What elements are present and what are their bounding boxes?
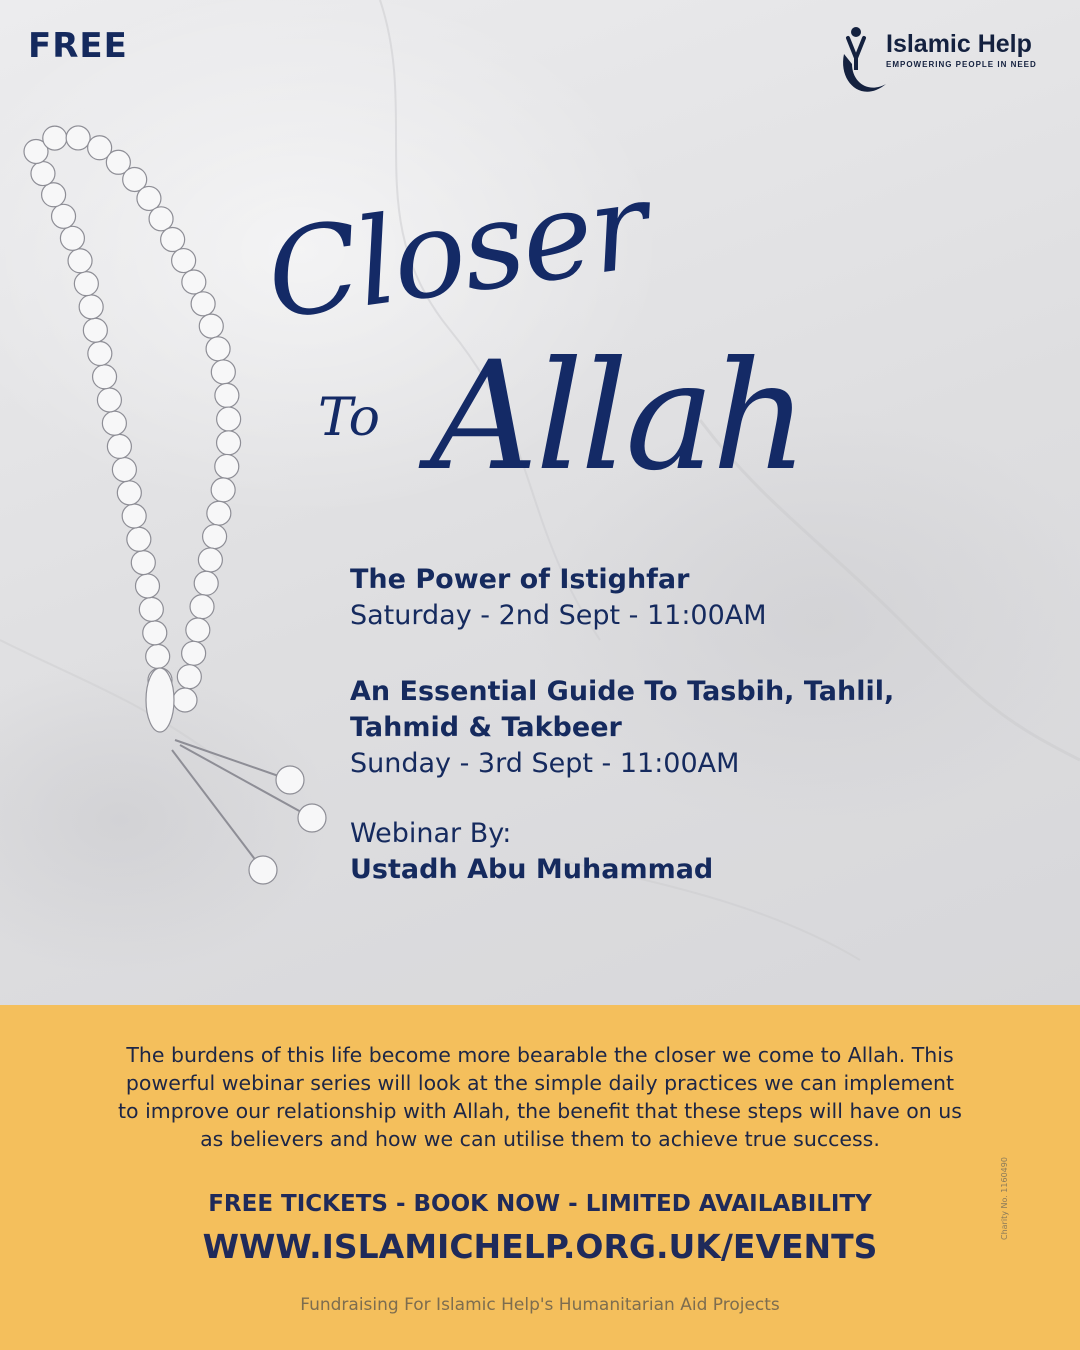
host-name: Ustadh Abu Muhammad	[350, 854, 714, 885]
bead	[117, 481, 141, 505]
fundraising-note: Fundraising For Islamic Help's Humanitarian Aid Projects	[300, 1295, 780, 1315]
bead	[161, 228, 185, 252]
bead	[139, 597, 163, 621]
title-closer: Closer	[258, 156, 655, 347]
event-list	[350, 562, 1050, 888]
bead	[127, 527, 151, 551]
bead	[206, 337, 230, 361]
bead	[79, 295, 103, 319]
bead	[211, 478, 235, 502]
bead	[215, 383, 239, 407]
free-badge: FREE	[28, 26, 128, 66]
tassel-bead	[298, 804, 326, 832]
bead	[211, 360, 235, 384]
bead	[177, 665, 201, 689]
host-label: Webinar By:	[350, 818, 512, 849]
info-panel	[0, 1005, 1080, 1350]
description-line: The burdens of this life become more bearable the closer we come to Allah. This	[126, 1043, 954, 1067]
event-2-time: Sunday - 3rd Sept - 11:00AM	[350, 748, 740, 779]
bead	[215, 454, 239, 478]
bead	[172, 249, 196, 273]
description	[90, 1041, 990, 1153]
description-line: to improve our relationship with Allah, the benefit that these steps will have on us	[118, 1099, 962, 1123]
bead	[43, 126, 67, 150]
bead	[88, 342, 112, 366]
bead	[74, 272, 98, 296]
event-2-title-line1: An Essential Guide To Tasbih, Tahlil,	[350, 676, 895, 707]
title-allah: Allah	[430, 330, 806, 504]
bead	[146, 644, 170, 668]
bead	[31, 162, 55, 186]
bead	[112, 458, 136, 482]
logo-name: Islamic Help	[886, 30, 1032, 58]
bead	[83, 318, 107, 342]
bead	[207, 501, 231, 525]
bead	[135, 574, 159, 598]
bead	[93, 365, 117, 389]
bead	[198, 548, 222, 572]
crescent-figure-icon	[838, 24, 886, 106]
bead	[190, 595, 214, 619]
bead	[186, 618, 210, 642]
bead	[107, 434, 131, 458]
bead	[122, 504, 146, 528]
tassel-bead	[249, 856, 277, 884]
bead	[66, 126, 90, 150]
bead	[199, 314, 223, 338]
description-line: powerful webinar series will look at the simple daily practices we can implement	[125, 1071, 955, 1095]
bead	[97, 388, 121, 412]
logo-tagline: EMPOWERING PEOPLE IN NEED	[886, 60, 1037, 69]
imam-bead	[146, 668, 174, 732]
events-link[interactable]: WWW.ISLAMICHELP.ORG.UK/EVENTS	[202, 1227, 878, 1266]
title-to: To	[318, 388, 380, 448]
bead	[60, 226, 84, 250]
bead	[149, 207, 173, 231]
bead	[42, 183, 66, 207]
cta-text: FREE TICKETS - BOOK NOW - LIMITED AVAILABILITY	[208, 1191, 872, 1217]
bead	[131, 551, 155, 575]
bead	[143, 621, 167, 645]
bead	[217, 407, 241, 431]
bead	[52, 204, 76, 228]
bead	[203, 525, 227, 549]
event-1-title: The Power of Istighfar	[350, 564, 690, 595]
bead	[182, 641, 206, 665]
tassel-bead	[276, 766, 304, 794]
bead	[191, 292, 215, 316]
bead	[194, 571, 218, 595]
bead	[68, 249, 92, 273]
event-1-time: Saturday - 2nd Sept - 11:00AM	[350, 600, 767, 631]
bead	[173, 688, 197, 712]
bead	[217, 431, 241, 455]
islamic-help-logo	[838, 24, 1058, 106]
bead	[182, 270, 206, 294]
event-2-title-line2: Tahmid & Takbeer	[350, 712, 622, 743]
bead	[102, 411, 126, 435]
description-line: as believers and how we can utilise them to achieve true success.	[200, 1127, 880, 1151]
charity-number: Charity No. 1160490	[1000, 1157, 1009, 1240]
